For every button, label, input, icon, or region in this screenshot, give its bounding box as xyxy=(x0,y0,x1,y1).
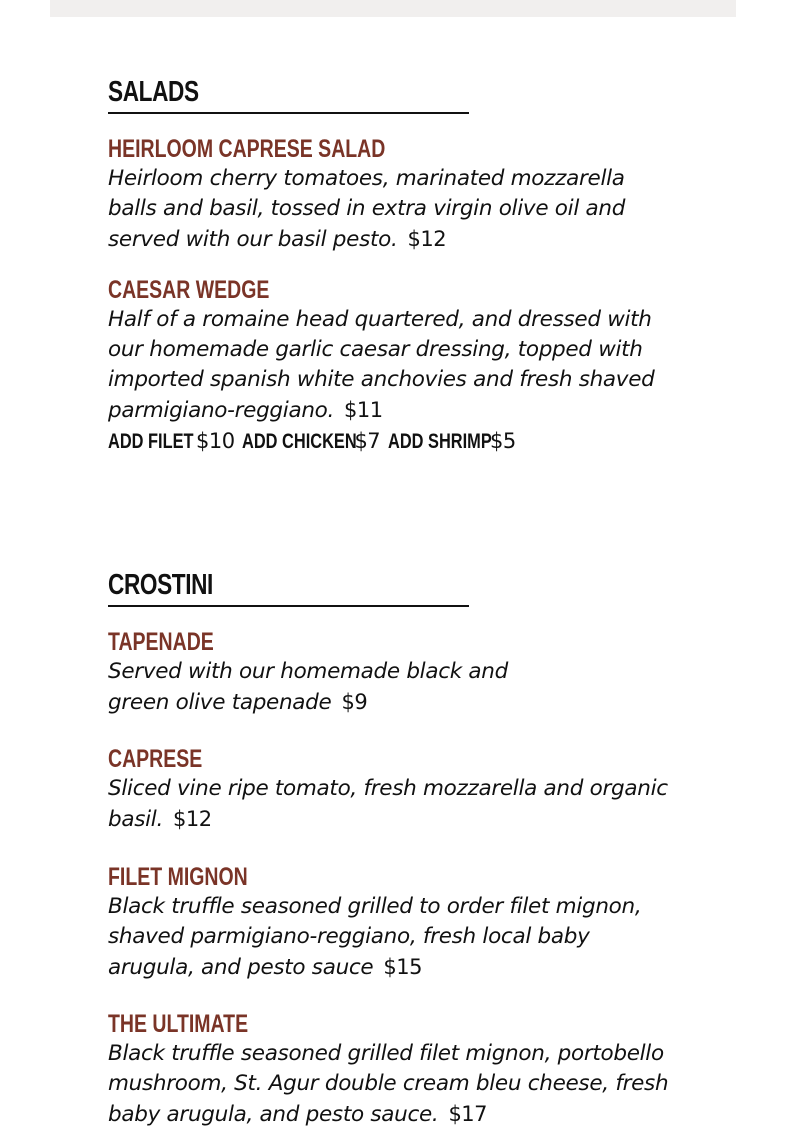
add-on-label: ADD FILET xyxy=(108,430,194,453)
item-price: $11 xyxy=(344,398,383,422)
item-price: $12 xyxy=(173,807,212,831)
item-description-line: Black truffle seasoned grilled filet mignon, portobello xyxy=(108,1041,664,1066)
add-ons-line xyxy=(108,426,688,457)
item-description-line xyxy=(108,395,688,426)
item-description-text: basil. xyxy=(108,807,164,832)
item-name: FILET MIGNON xyxy=(108,863,248,891)
item-price: $15 xyxy=(383,955,422,979)
menu-item xyxy=(108,275,688,457)
item-description-text: parmigiano-reggiano. xyxy=(108,398,335,423)
item-description-line: Served with our homemade black and xyxy=(108,659,508,684)
item-description-line: Sliced vine ripe tomato, fresh mozzarella and organic xyxy=(108,776,668,801)
salads-section xyxy=(108,74,708,453)
add-on-price: $7 xyxy=(354,429,381,453)
item-description-text: baby arugula, and pesto sauce. xyxy=(108,1102,439,1127)
section-divider xyxy=(108,112,469,114)
item-description-line: Half of a romaine head quartered, and dressed with xyxy=(108,307,652,332)
section-title: CROSTINI xyxy=(108,569,213,601)
item-description-line xyxy=(108,224,688,255)
item-description-line: Black truffle seasoned grilled to order filet mignon, xyxy=(108,894,642,919)
crostini-section xyxy=(108,567,708,1127)
menu-item xyxy=(108,134,688,255)
section-divider xyxy=(108,605,469,607)
item-name: HEIRLOOM CAPRESE SALAD xyxy=(108,135,386,163)
menu-item xyxy=(108,744,688,835)
item-name: CAESAR WEDGE xyxy=(108,276,270,304)
top-band xyxy=(50,0,736,17)
section-title: SALADS xyxy=(108,76,199,108)
add-on-price: $5 xyxy=(490,429,516,453)
item-description-line: balls and basil, tossed in extra virgin olive oil and xyxy=(108,196,626,221)
item-description-text: served with our basil pesto. xyxy=(108,227,398,252)
item-description-line xyxy=(108,804,688,835)
item-description-line: imported spanish white anchovies and fresh shaved xyxy=(108,367,655,392)
menu-item xyxy=(108,862,688,983)
item-price: $17 xyxy=(448,1102,488,1126)
item-description-text: green olive tapenade xyxy=(108,690,332,715)
item-name: CAPRESE xyxy=(108,745,203,773)
add-on-price: $10 xyxy=(196,429,235,453)
item-description-line: shaved parmigiano-reggiano, fresh local baby xyxy=(108,924,590,949)
item-price: $9 xyxy=(341,690,368,714)
item-description-line: mushroom, St. Agur double cream bleu cheese, fresh xyxy=(108,1071,669,1096)
item-description-line: Heirloom cherry tomatoes, marinated mozzarella xyxy=(108,166,625,191)
item-name: TAPENADE xyxy=(108,628,214,656)
item-description-line: our homemade garlic caesar dressing, topped with xyxy=(108,337,643,362)
item-description-line xyxy=(108,1099,688,1130)
item-description-line xyxy=(108,687,688,718)
item-description-text: arugula, and pesto sauce xyxy=(108,955,374,980)
item-description-line xyxy=(108,952,688,983)
item-price: $12 xyxy=(407,227,447,251)
add-on-label: ADD CHICKEN xyxy=(242,430,358,453)
item-name: THE ULTIMATE xyxy=(108,1010,249,1038)
menu-item xyxy=(108,627,688,718)
menu-item xyxy=(108,1009,688,1130)
add-on-label: ADD SHRIMP xyxy=(388,430,492,453)
